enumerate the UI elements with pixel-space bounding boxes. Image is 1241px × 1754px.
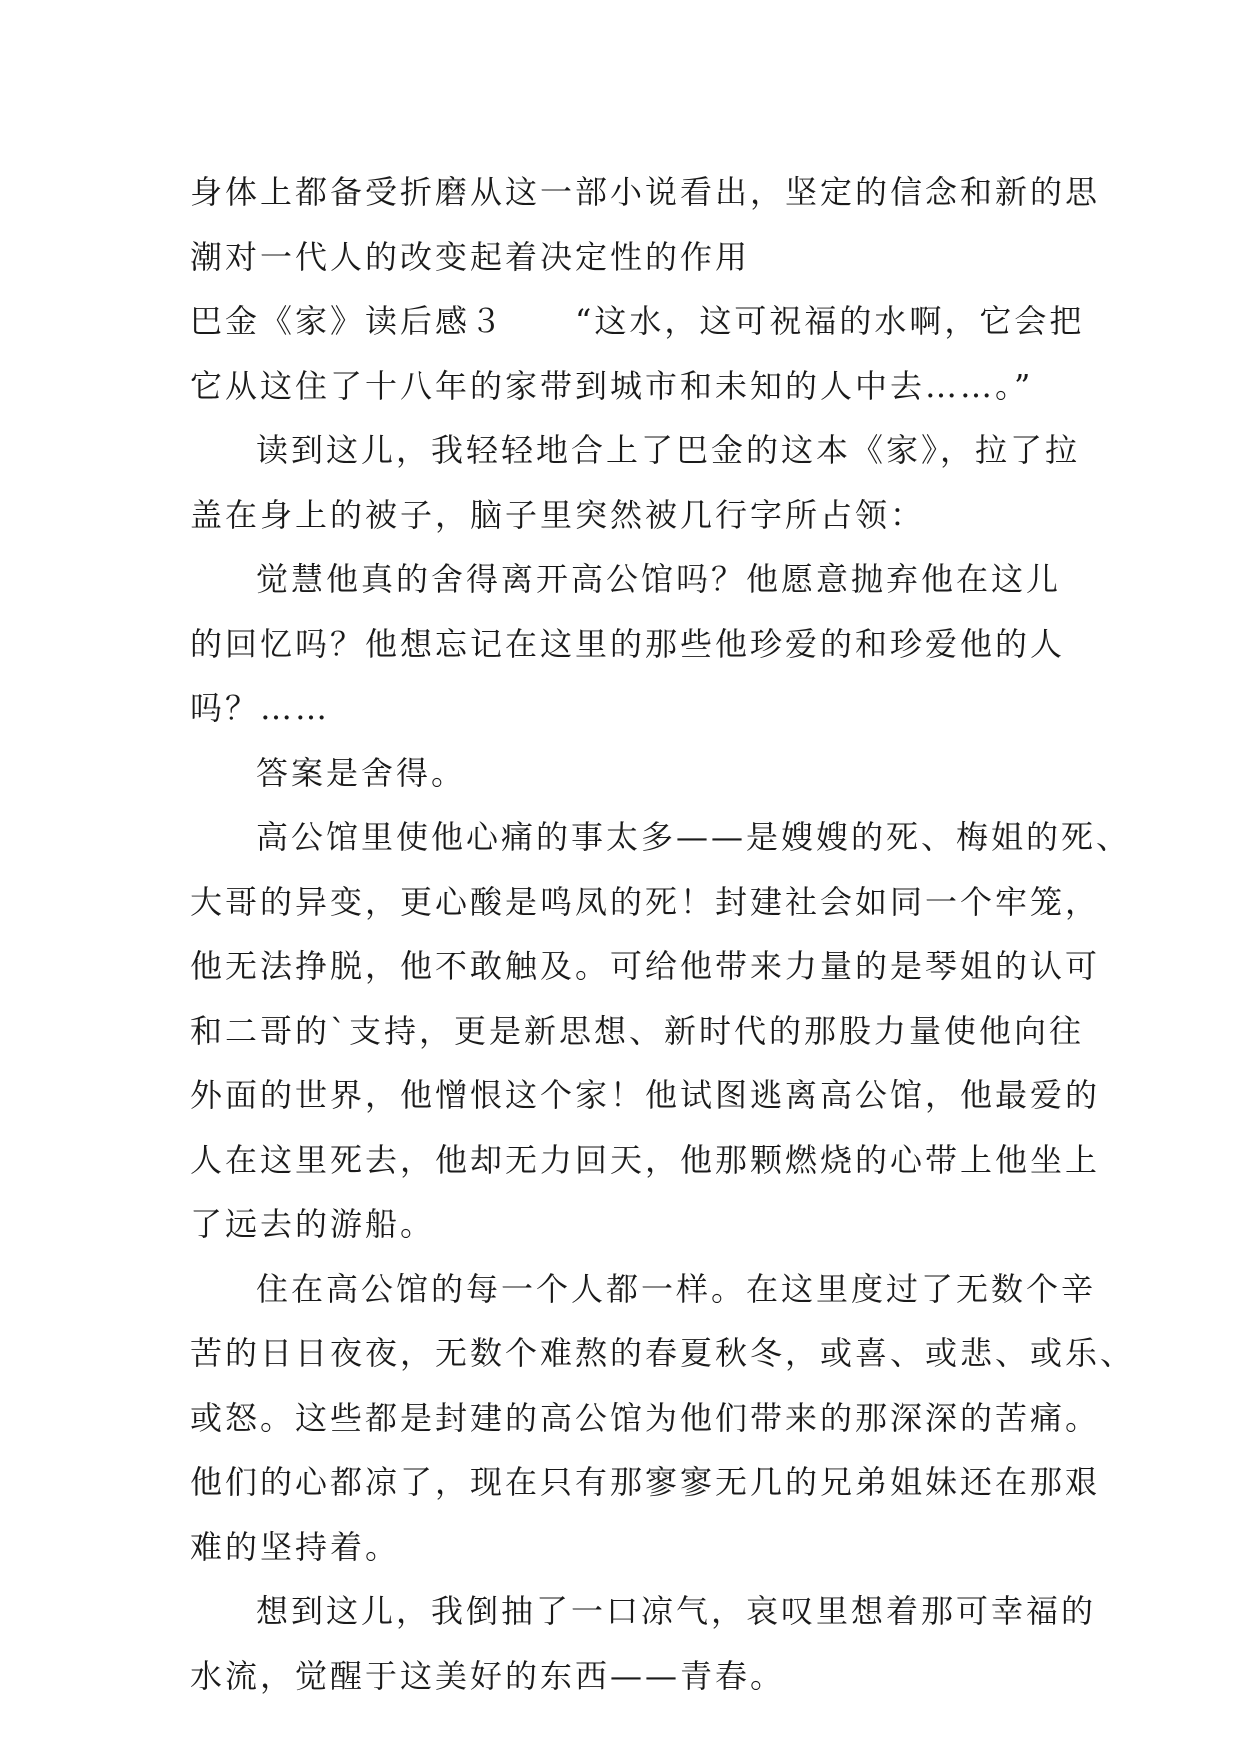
text-line: 它从这住了十八年的家带到城市和未知的人中去……。” [190, 366, 1034, 405]
text-line: 答案是舍得。 [256, 753, 467, 792]
text-line: 盖在身上的被子，脑子里突然被几行字所占领： [190, 495, 926, 534]
text-line: 潮对一代人的改变起着决定性的作用 [190, 237, 751, 276]
text-line: 他无法挣脱，他不敢触及。可给他带来力量的是琴姐的认可 [190, 947, 1101, 985]
text-line: 难的坚持着。 [190, 1527, 401, 1566]
text-line: 和二哥的`支持，更是新思想、新时代的那股力量使他向往 [190, 1011, 1085, 1050]
text-line: 水流，觉醒于这美好的东西——青春。 [190, 1656, 786, 1695]
text-line: 住在高公馆的每一个人都一样。在这里度过了无数个辛 [256, 1269, 1097, 1308]
text-line: 大哥的异变，更心酸是鸣凤的死！封建社会如同一个牢笼， [190, 882, 1101, 921]
text-line: 的回忆吗？他想忘记在这里的那些他珍爱的和珍爱他的人 [190, 624, 1066, 663]
text-line: 了远去的游船。 [190, 1205, 436, 1243]
text-line: 苦的日日夜夜，无数个难熬的春夏秋冬，或喜、或悲、或乐、 [190, 1334, 1136, 1372]
text-line: 想到这儿，我倒抽了一口凉气，哀叹里想着那可幸福的 [256, 1592, 1097, 1630]
text-line: 吗？…… [190, 689, 331, 727]
text-line: 或怒。这些都是封建的高公馆为他们带来的那深深的苦痛。 [190, 1398, 1101, 1437]
text-line: 高公馆里使他心痛的事太多——是嫂嫂的死、梅姐的死、 [256, 818, 1132, 856]
text-line: 他们的心都凉了，现在只有那寥寥无几的兄弟姐妹还在那艰 [190, 1463, 1101, 1501]
text-line: 人在这里死去，他却无力回天，他那颗燃烧的心带上他坐上 [190, 1140, 1101, 1179]
text-line: 身体上都备受折磨从这一部小说看出，坚定的信念和新的思 [190, 173, 1101, 211]
text-line: 巴金《家》读后感３ “这水，这可祝福的水啊，它会把 [190, 302, 1085, 340]
text-line: 觉慧他真的舍得离开高公馆吗？他愿意抛弃他在这儿 [256, 560, 1062, 598]
text-line: 读到这儿，我轻轻地合上了巴金的这本《家》，拉了拉 [256, 431, 1081, 469]
text-line: 外面的世界，他憎恨这个家！他试图逃离高公馆，他最爱的 [190, 1076, 1101, 1114]
document-body [190, 160, 1136, 1708]
